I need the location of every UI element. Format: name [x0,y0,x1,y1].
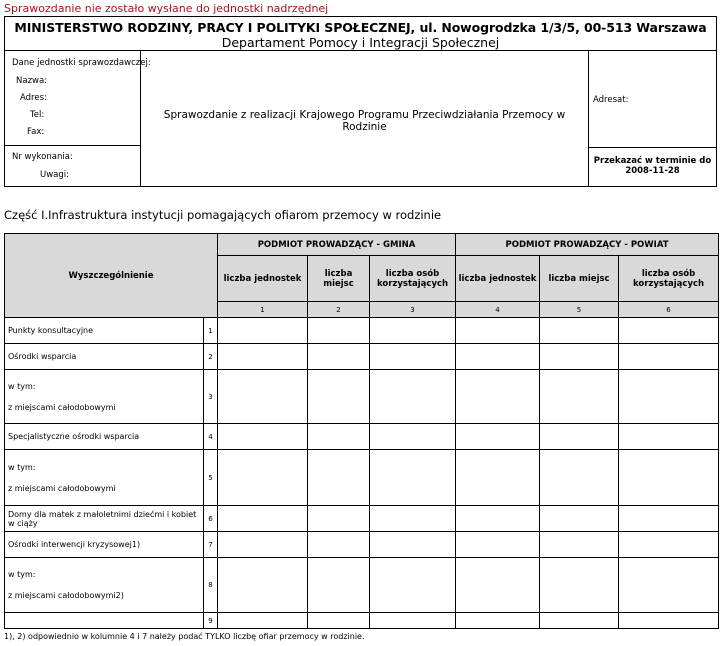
data-cell[interactable] [308,613,370,629]
data-cell[interactable] [308,450,370,506]
data-cell[interactable] [540,558,619,613]
data-cell[interactable] [456,344,540,370]
row-number: 1 [204,318,218,344]
data-cell[interactable] [619,613,719,629]
ministry-title-block [5,17,716,51]
row-label-line: w tym: [8,381,36,391]
number-label: Nr wykonania: [12,152,73,162]
data-cell[interactable] [619,370,719,424]
table-row [5,370,719,424]
address-label: Adres: [20,93,47,103]
col-number: 1 [218,302,308,318]
row-label: Ośrodki wsparcia [5,344,204,370]
data-cell[interactable] [370,532,456,558]
data-cell[interactable] [540,450,619,506]
recipient-label: Adresat: [593,95,629,105]
data-cell[interactable] [370,558,456,613]
data-cell[interactable] [456,318,540,344]
data-cell[interactable] [308,558,370,613]
remarks-label: Uwagi: [40,170,70,180]
row-label [5,450,204,506]
row-label: Specjalistyczne ośrodki wsparcia [5,424,204,450]
table-row [5,506,719,532]
data-cell[interactable] [218,370,308,424]
deadline-label: Przekazać w terminie do [593,156,712,166]
row-label [5,613,204,629]
col-header-persons: liczba osób korzystających [619,256,719,302]
data-cell[interactable] [619,424,719,450]
table-row [5,558,719,613]
row-number: 5 [204,450,218,506]
data-cell[interactable] [456,450,540,506]
data-cell[interactable] [456,506,540,532]
ministry-name: MINISTERSTWO RODZINY, PRACY I POLITYKI SPOŁECZNEJ, ul. Nowogrodzka 1/3/5, 00-513 Warszawa [14,20,707,35]
row-number: 4 [204,424,218,450]
data-cell[interactable] [218,613,308,629]
footnote: 1), 2) odpowiednio w kolumnie 4 i 7 należy podać TYLKO liczbę ofiar przemocy w rodzinie. [4,632,365,641]
data-cell[interactable] [308,318,370,344]
col-number: 2 [308,302,370,318]
table-row [5,424,719,450]
recipient-column [588,51,716,186]
row-label-line: w tym: [8,570,36,579]
row-label: Ośrodki interwencji kryzysowej1) [5,532,204,558]
data-cell[interactable] [308,424,370,450]
row-number: 7 [204,532,218,558]
status-notice: Sprawozdanie nie zostało wysłane do jednostki nadrzędnej [4,2,329,15]
table-row [5,613,719,629]
report-title: Sprawozdanie z realizacji Krajowego Programu Przeciwdziałania Przemocy w Rodzinie [163,109,566,133]
data-cell[interactable] [540,613,619,629]
data-cell[interactable] [218,558,308,613]
col-number: 4 [456,302,540,318]
row-label [5,558,204,613]
data-cell[interactable] [218,506,308,532]
col-header-units: liczba jednostek [456,256,540,302]
data-cell[interactable] [540,318,619,344]
data-cell[interactable] [370,613,456,629]
data-cell[interactable] [370,370,456,424]
name-label: Nazwa: [16,76,48,86]
data-cell[interactable] [370,424,456,450]
col-header-units: liczba jednostek [218,256,308,302]
data-cell[interactable] [619,532,719,558]
data-cell[interactable] [370,344,456,370]
row-number: 2 [204,344,218,370]
data-cell[interactable] [540,370,619,424]
data-cell[interactable] [218,318,308,344]
unit-data-column [5,51,151,186]
col-header-places: liczba miejsc [540,256,619,302]
data-cell[interactable] [619,344,719,370]
row-label: Domy dla matek z małoletnimi dziećmi i kobiet w ciąży [5,506,204,532]
row-number: 6 [204,506,218,532]
data-cell[interactable] [218,450,308,506]
data-cell[interactable] [540,424,619,450]
row-header: Wyszczególnienie [5,234,218,318]
phone-label: Tel: [30,110,45,120]
infrastructure-table [4,233,719,629]
col-header-persons: liczba osób korzystających [370,256,456,302]
table-row [5,318,719,344]
data-cell[interactable] [540,506,619,532]
data-cell[interactable] [540,344,619,370]
row-label [5,370,204,424]
data-cell[interactable] [308,532,370,558]
section-title: Część I.Infrastruktura instytucji pomagających ofiarom przemocy w rodzinie [4,208,442,222]
unit-data-label: Dane jednostki sprawozdawczej: [12,58,151,68]
data-cell[interactable] [218,424,308,450]
col-number: 6 [619,302,719,318]
data-cell[interactable] [218,532,308,558]
data-cell[interactable] [308,506,370,532]
unit-data-section [5,51,151,146]
row-number: 3 [204,370,218,424]
deadline-box [589,147,716,186]
col-number: 3 [370,302,456,318]
row-label-line: z miejscami całodobowymi [8,483,116,493]
fax-label: Fax: [27,127,45,137]
row-label-line: w tym: [8,462,36,472]
data-cell[interactable] [456,532,540,558]
col-number: 5 [540,302,619,318]
department-name: Departament Pomocy i Integracji Społecznej [221,35,500,50]
data-cell[interactable] [619,506,719,532]
table-row [5,450,719,506]
table-row [5,344,719,370]
data-cell[interactable] [619,558,719,613]
data-cell[interactable] [370,450,456,506]
row-label: Punkty konsultacyjne [5,318,204,344]
data-cell[interactable] [308,370,370,424]
col-header-places: liczba miejsc [308,256,370,302]
data-cell[interactable] [619,318,719,344]
data-cell[interactable] [456,558,540,613]
table-row [5,532,719,558]
data-cell[interactable] [540,532,619,558]
data-cell[interactable] [456,613,540,629]
report-title-column [141,51,588,186]
group-header-powiat: PODMIOT PROWADZĄCY - POWIAT [456,234,719,256]
row-number: 8 [204,558,218,613]
row-label-line: z miejscami całodobowymi [8,402,116,412]
data-cell[interactable] [308,344,370,370]
report-header [4,16,717,187]
row-number: 9 [204,613,218,629]
data-cell[interactable] [370,318,456,344]
row-label-line: z miejscami całodobowymi2) [8,591,124,600]
data-cell[interactable] [456,370,540,424]
deadline-date: 2008-11-28 [625,166,680,176]
data-cell[interactable] [370,506,456,532]
group-header-gmina: PODMIOT PROWADZĄCY - GMINA [218,234,456,256]
data-cell[interactable] [218,344,308,370]
data-cell[interactable] [456,424,540,450]
data-cell[interactable] [619,450,719,506]
